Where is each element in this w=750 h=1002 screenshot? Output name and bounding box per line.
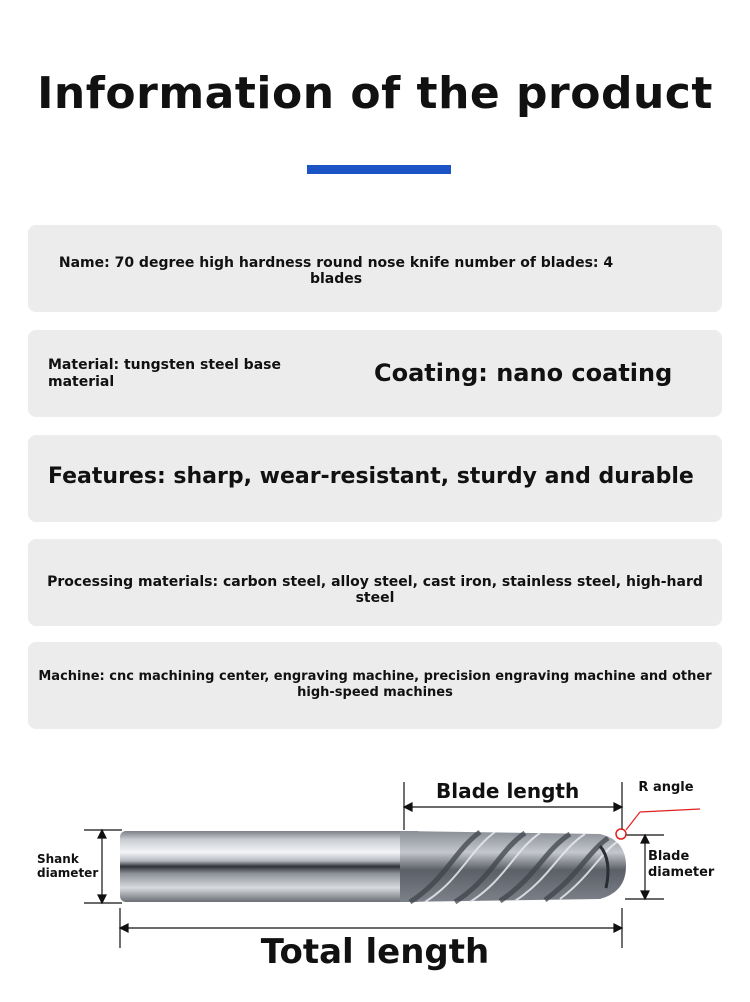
features-card xyxy=(28,435,722,522)
material-coating-card xyxy=(28,330,722,417)
coating-text: Coating: nano coating xyxy=(374,359,673,387)
shank-diameter-label: Shank diameter xyxy=(37,852,99,880)
processing-card xyxy=(28,539,722,626)
machine-text: Machine: cnc machining center, engraving machine, precision engraving machine and other high-speed machines xyxy=(38,669,712,700)
name-text: Name: 70 degree high hardness round nose knife number of blades: 4 blades xyxy=(58,255,614,287)
blade-length-label: Blade length xyxy=(436,779,580,803)
page-title: Information of the product xyxy=(37,68,713,119)
total-length-label: Total length xyxy=(260,932,490,972)
r-angle-label: R angle xyxy=(638,780,694,795)
tool-shank xyxy=(120,831,410,902)
processing-text: Processing materials: carbon steel, alloy steel, cast iron, stainless steel, high-hard steel xyxy=(47,574,703,606)
r-angle-marker xyxy=(616,829,626,839)
title-underline xyxy=(307,165,451,174)
blade-diameter-label: Blade diameter xyxy=(648,849,715,880)
tool-dimension-diagram xyxy=(0,760,750,1002)
machine-card xyxy=(28,642,722,729)
material-text: Material: tungsten steel base material xyxy=(48,357,281,390)
name-card xyxy=(28,225,722,312)
features-text: Features: sharp, wear-resistant, sturdy and durable xyxy=(48,464,694,489)
